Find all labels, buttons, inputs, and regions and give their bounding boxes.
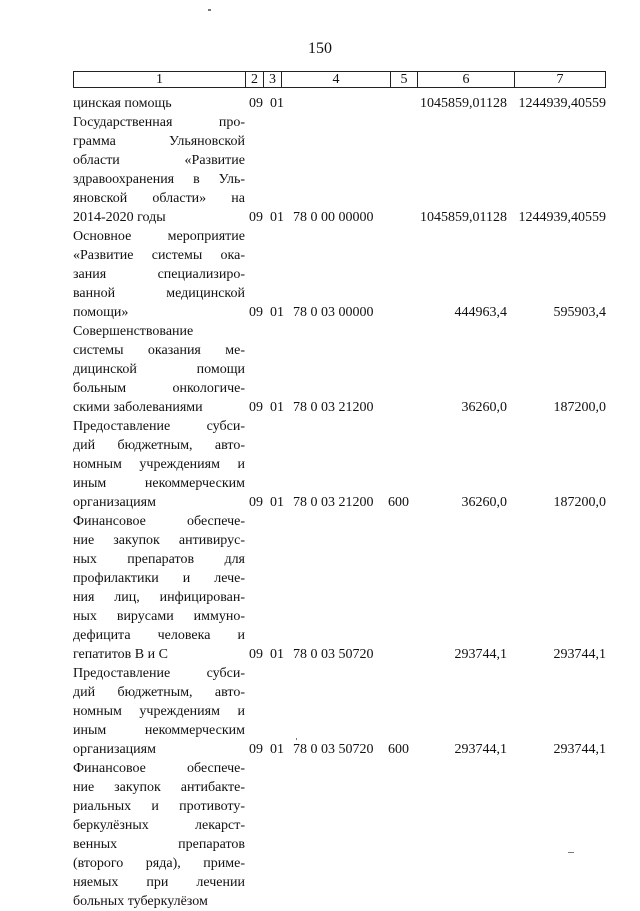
row-cell-c2: 09 [249, 742, 263, 757]
description-line: дицинской помощи [73, 362, 245, 377]
description-line: организациям [73, 742, 156, 757]
description-line: Основное мероприятие [73, 229, 245, 244]
description-line: венных препаратов [73, 837, 245, 852]
description-line: риальных и противоту- [73, 799, 245, 814]
description-line: ния лиц, инфицирован- [73, 590, 245, 605]
row-cell-c3: 01 [270, 647, 284, 662]
description-line: няемых при лечении [73, 875, 245, 890]
description-line: Предоставление субси- [73, 666, 245, 681]
description-line: дий бюджетным, авто- [73, 438, 245, 453]
description-line: области «Развитие [73, 153, 245, 168]
row-cell-c7: 595903,4 [553, 305, 606, 320]
description-line: номным учреждениям и [73, 704, 245, 719]
row-cell-c3: 01 [270, 210, 284, 225]
row-cell-c7: 187200,0 [553, 400, 606, 415]
page-number: 150 [308, 40, 332, 57]
row-cell-c5: 600 [388, 742, 409, 757]
row-cell-c3: 01 [270, 400, 284, 415]
description-line: Предоставление субси- [73, 419, 245, 434]
row-cell-c6: 293744,1 [454, 647, 507, 662]
row-cell-c3: 01 [270, 742, 284, 757]
row-cell-c2: 09 [249, 400, 263, 415]
description-line: ние закупок антибакте- [73, 780, 245, 795]
row-description [73, 417, 245, 512]
row-description [73, 113, 245, 227]
description-line: яновской области» на [73, 191, 245, 206]
row-cell-c7: 1244939,40559 [518, 96, 606, 111]
description-line: цинская помощь [73, 96, 172, 111]
row-cell-c6: 36260,0 [461, 400, 507, 415]
row-cell-c3: 01 [270, 305, 284, 320]
row-description [73, 759, 245, 911]
description-line: скими заболеваниями [73, 400, 203, 415]
header-col-2: 2 [246, 72, 264, 87]
description-line: Финансовое обеспече- [73, 514, 245, 529]
description-line: помощи» [73, 305, 129, 320]
row-cell-c4: 78 0 03 21200 [293, 400, 374, 415]
row-description [73, 227, 245, 322]
row-cell-c4: 78 0 03 21200 [293, 495, 374, 510]
row-cell-c7: 293744,1 [553, 742, 606, 757]
description-line: Государственная про- [73, 115, 245, 130]
description-line: профилактики и лече- [73, 571, 245, 586]
row-description [73, 512, 245, 664]
row-description [73, 664, 245, 759]
description-line: гепатитов В и С [73, 647, 168, 662]
row-cell-c4: 78 0 03 50720 [293, 742, 374, 757]
table-header-row [73, 71, 606, 88]
row-cell-c4: 78 0 00 00000 [293, 210, 374, 225]
scan-speck [208, 9, 211, 11]
row-cell-c4: 78 0 03 00000 [293, 305, 374, 320]
description-line: иным некоммерческим [73, 476, 245, 491]
row-cell-c5: 600 [388, 495, 409, 510]
scan-speck [296, 738, 297, 740]
row-description [73, 94, 245, 113]
description-line: 2014-2020 годы [73, 210, 166, 225]
row-cell-c2: 09 [249, 647, 263, 662]
description-line: дефицита человека и [73, 628, 245, 643]
description-line: Финансовое обеспече- [73, 761, 245, 776]
row-cell-c7: 293744,1 [553, 647, 606, 662]
description-line: ние закупок антивирус- [73, 533, 245, 548]
row-cell-c6: 444963,4 [454, 305, 507, 320]
row-cell-c2: 09 [249, 495, 263, 510]
description-line: системы оказания ме- [73, 343, 245, 358]
description-line: ных вирусами иммуно- [73, 609, 245, 624]
row-cell-c6: 293744,1 [454, 742, 507, 757]
row-cell-c4: 78 0 03 50720 [293, 647, 374, 662]
description-line: организациям [73, 495, 156, 510]
description-line: (второго ряда), приме- [73, 856, 245, 871]
description-line: больным онкологиче- [73, 381, 245, 396]
description-line: номным учреждениям и [73, 457, 245, 472]
header-col-6: 6 [418, 72, 515, 87]
description-line: беркулёзных лекарст- [73, 818, 245, 833]
description-line: Совершенствование [73, 324, 194, 339]
description-line: зания специализиро- [73, 267, 245, 282]
header-col-3: 3 [264, 72, 282, 87]
header-col-4: 4 [282, 72, 391, 87]
header-col-1: 1 [74, 72, 246, 87]
row-description [73, 322, 245, 417]
row-cell-c6: 1045859,01128 [420, 210, 507, 225]
row-cell-c3: 01 [270, 495, 284, 510]
row-cell-c2: 09 [249, 96, 263, 111]
description-line: ванной медицинской [73, 286, 245, 301]
description-line: «Развитие системы ока- [73, 248, 245, 263]
description-line: иным некоммерческим [73, 723, 245, 738]
description-line: грамма Ульяновской [73, 134, 245, 149]
row-cell-c2: 09 [249, 305, 263, 320]
row-cell-c3: 01 [270, 96, 284, 111]
description-line: дий бюджетным, авто- [73, 685, 245, 700]
row-cell-c6: 36260,0 [461, 495, 507, 510]
row-cell-c7: 187200,0 [553, 495, 606, 510]
row-cell-c2: 09 [249, 210, 263, 225]
row-cell-c6: 1045859,01128 [420, 96, 507, 111]
row-cell-c7: 1244939,40559 [518, 210, 606, 225]
description-line: здравоохранения в Уль- [73, 172, 245, 187]
header-col-7: 7 [556, 72, 564, 87]
description-line: ных препаратов для [73, 552, 245, 567]
scan-speck [568, 852, 574, 853]
header-col-5: 5 [391, 72, 418, 87]
description-line: больных туберкулёзом [73, 894, 208, 909]
